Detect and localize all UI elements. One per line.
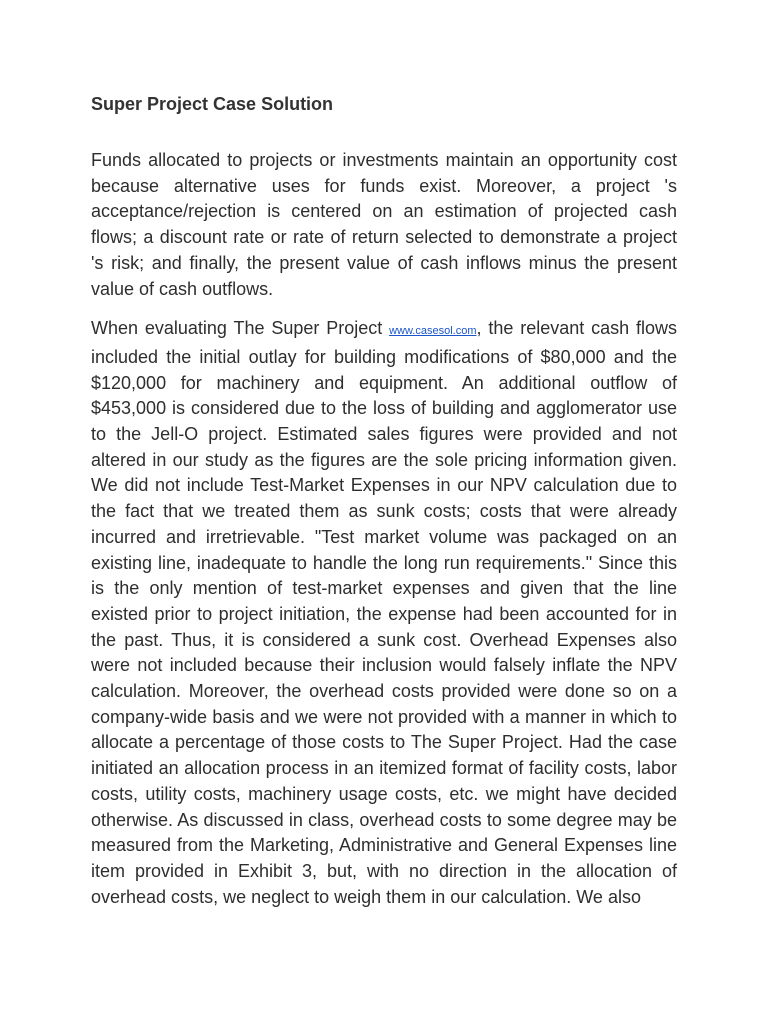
paragraph-cash-flows-intro: When evaluating The Super Project (91, 318, 390, 339)
casesol-link[interactable]: www.casesol.com (389, 325, 477, 338)
paragraph-opportunity-cost: Funds allocated to projects or investments maintain an opportunity cost because alternative uses for funds exist. Moreover, a project 's acceptance/rejection is centered on an estimation of projected cash flows; a discount rate or rate of return selected to demonstrate a project 's risk; and finally, the present value of cash inflows minus the present value of cash outflows. (91, 150, 677, 299)
document-title: Super Project Case Solution (91, 94, 334, 114)
paragraph-cash-flows (91, 316, 677, 910)
paragraph-cash-flows-body: , the relevant cash flows included the initial outlay for building modifications of $80,000 and the $120,000 for machinery and equipment. An additional outflow of $453,000 is considered due to the loss of building and agglomerator use to the Jell-O project. Estimated sales figures were provided and not altered in our study as the figures are the sole pricing information given. We did not include Test-Market Expenses in our NPV calculation due to the fact that we treated them as sunk costs; costs that were already incurred and irretrievable. "Test market volume was packaged on an existing line, inadequate to handle the long run requirements." Since this is the only mention of test-market expenses and given that the line existed prior to project initiation, the expense had been accounted for in the past. Thus, it is considered a sunk cost. Overhead Expenses also were not included because their inclusion would falsely inflate the NPV calculation. Moreover, the overhead costs provided were done so on a company-wide basis and we were not provided with a manner in which to allocate a percentage of those costs to The Super Project. Had the case initiated an allocation process in an itemized format of facility costs, labor costs, utility costs, machinery usage costs, etc. we might have decided otherwise. As discussed in class, overhead costs to some degree may be measured from the Marketing, Administrative and General Expenses line item provided in Exhibit 3, but, with no direction in the allocation of overhead costs, we neglect to weigh them in our calculation. We also (91, 318, 677, 907)
document-content (91, 91, 677, 924)
